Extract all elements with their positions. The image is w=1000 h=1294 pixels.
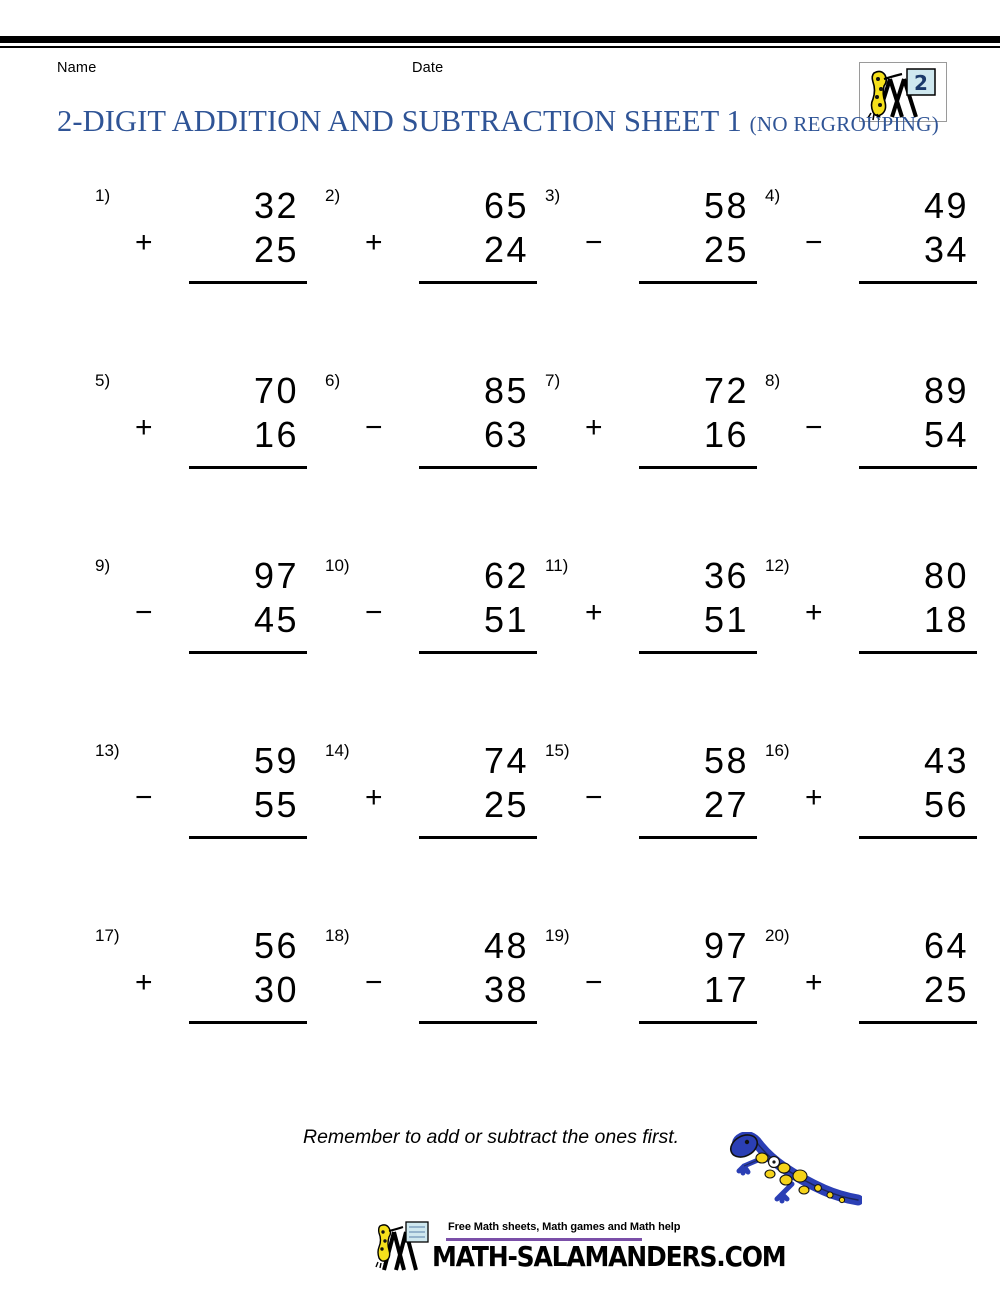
addend-top: 64 [923, 925, 969, 966]
addend-bottom: 38 [483, 969, 529, 1010]
problem-number: 5) [95, 371, 111, 390]
operator-symbol: − [585, 781, 603, 814]
addend-top: 97 [253, 555, 299, 596]
answer-line[interactable] [189, 836, 307, 839]
problem-number: 17) [95, 926, 120, 945]
answer-line[interactable] [189, 651, 307, 654]
problem-6 [325, 371, 537, 491]
problem-row [0, 926, 1000, 1111]
problem-number: 15) [545, 741, 570, 760]
problem-16 [765, 741, 977, 861]
addend-bottom: 34 [923, 229, 969, 270]
addend-top: 59 [253, 740, 299, 781]
problem-number: 12) [765, 556, 790, 575]
answer-line[interactable] [419, 466, 537, 469]
operator-symbol: − [365, 966, 383, 999]
name-date-row [57, 60, 857, 80]
answer-line[interactable] [639, 1021, 757, 1024]
addend-bottom: 16 [703, 414, 749, 455]
addend-bottom: 51 [703, 599, 749, 640]
operator-symbol: + [365, 226, 383, 259]
problem-12 [765, 556, 977, 676]
operator-symbol: + [805, 966, 823, 999]
problem-number: 16) [765, 741, 790, 760]
problem-number: 8) [765, 371, 781, 390]
addend-top: 62 [483, 555, 529, 596]
answer-line[interactable] [419, 281, 537, 284]
addend-bottom: 51 [483, 599, 529, 640]
operator-symbol: − [805, 411, 823, 444]
problem-number: 19) [545, 926, 570, 945]
operator-symbol: + [365, 781, 383, 814]
problem-number: 9) [95, 556, 111, 575]
problem-number: 18) [325, 926, 350, 945]
addend-bottom: 24 [483, 229, 529, 270]
brand-domain: MATH-SALAMANDERS.COM [432, 1240, 786, 1273]
answer-line[interactable] [639, 651, 757, 654]
operator-symbol: − [585, 226, 603, 259]
addend-bottom: 30 [253, 969, 299, 1010]
operator-symbol: + [585, 596, 603, 629]
problem-row [0, 186, 1000, 371]
addend-top: 85 [483, 370, 529, 411]
footer-hint: Remember to add or subtract the ones first. [303, 1126, 680, 1148]
addend-top: 97 [703, 925, 749, 966]
answer-line[interactable] [419, 836, 537, 839]
addend-top: 58 [703, 185, 749, 226]
problem-17 [95, 926, 307, 1046]
answer-line[interactable] [639, 466, 757, 469]
problem-8 [765, 371, 977, 491]
problem-number: 10) [325, 556, 350, 575]
answer-line[interactable] [419, 651, 537, 654]
problem-grid [0, 186, 1000, 1111]
operator-symbol: + [585, 411, 603, 444]
problem-14 [325, 741, 537, 861]
name-label: Name [57, 60, 97, 76]
problem-1 [95, 186, 307, 306]
addend-bottom: 54 [923, 414, 969, 455]
header-rule-thick [0, 36, 1000, 43]
problem-7 [545, 371, 757, 491]
addend-bottom: 25 [923, 969, 969, 1010]
answer-line[interactable] [859, 281, 977, 284]
answer-line[interactable] [859, 836, 977, 839]
problem-18 [325, 926, 537, 1046]
answer-line[interactable] [639, 281, 757, 284]
footer-salamander [722, 1132, 862, 1210]
page-title [57, 104, 940, 144]
problem-5 [95, 371, 307, 491]
addend-top: 74 [483, 740, 529, 781]
answer-line[interactable] [859, 1021, 977, 1024]
page-title-main: 2-DIGIT ADDITION AND SUBTRACTION SHEET 1 [57, 104, 742, 138]
addend-top: 32 [253, 185, 299, 226]
addend-bottom: 25 [703, 229, 749, 270]
problem-number: 13) [95, 741, 120, 760]
addend-top: 56 [253, 925, 299, 966]
site-brand-logo[interactable] [370, 1218, 786, 1274]
problem-number: 6) [325, 371, 341, 390]
problem-number: 2) [325, 186, 341, 205]
answer-line[interactable] [639, 836, 757, 839]
addend-top: 65 [483, 185, 529, 226]
problem-3 [545, 186, 757, 306]
problem-number: 4) [765, 186, 781, 205]
answer-line[interactable] [859, 651, 977, 654]
operator-symbol: − [135, 596, 153, 629]
operator-symbol: + [135, 226, 153, 259]
addend-top: 89 [923, 370, 969, 411]
addend-bottom: 16 [253, 414, 299, 455]
problem-15 [545, 741, 757, 861]
answer-line[interactable] [189, 466, 307, 469]
answer-line[interactable] [859, 466, 977, 469]
operator-symbol: + [135, 411, 153, 444]
addend-top: 80 [923, 555, 969, 596]
problem-4 [765, 186, 977, 306]
header-rule-thin [0, 46, 1000, 48]
addend-top: 58 [703, 740, 749, 781]
addend-top: 43 [923, 740, 969, 781]
problem-number: 7) [545, 371, 561, 390]
problem-number: 3) [545, 186, 561, 205]
problem-9 [95, 556, 307, 676]
problem-number: 20) [765, 926, 790, 945]
brand-mascot [370, 1220, 436, 1272]
problem-row [0, 556, 1000, 741]
problem-row [0, 371, 1000, 556]
problem-number: 11) [545, 556, 569, 575]
addend-bottom: 56 [923, 784, 969, 825]
problem-20 [765, 926, 977, 1046]
addend-bottom: 25 [483, 784, 529, 825]
addend-bottom: 55 [253, 784, 299, 825]
brand-tagline: Free Math sheets, Math games and Math help [448, 1221, 681, 1233]
blue-salamander-icon [722, 1132, 862, 1210]
addend-bottom: 45 [253, 599, 299, 640]
problem-13 [95, 741, 307, 861]
operator-symbol: − [805, 226, 823, 259]
answer-line[interactable] [189, 1021, 307, 1024]
svg-text:2: 2 [914, 71, 928, 95]
problem-11 [545, 556, 757, 676]
answer-line[interactable] [419, 1021, 537, 1024]
operator-symbol: + [135, 966, 153, 999]
operator-symbol: + [805, 781, 823, 814]
addend-top: 70 [253, 370, 299, 411]
date-label: Date [412, 60, 444, 76]
addend-bottom: 27 [703, 784, 749, 825]
problem-19 [545, 926, 757, 1046]
problem-row [0, 741, 1000, 926]
operator-symbol: − [585, 966, 603, 999]
problem-10 [325, 556, 537, 676]
problem-number: 14) [325, 741, 350, 760]
addend-bottom: 63 [483, 414, 529, 455]
answer-line[interactable] [189, 281, 307, 284]
salamander-easel-icon [370, 1220, 436, 1272]
page-title-subtitle: (NO REGROUPING) [749, 112, 940, 136]
problem-2 [325, 186, 537, 306]
addend-bottom: 17 [703, 969, 749, 1010]
operator-symbol: − [365, 411, 383, 444]
addend-top: 49 [923, 185, 969, 226]
addend-bottom: 18 [923, 599, 969, 640]
operator-symbol: − [135, 781, 153, 814]
addend-bottom: 25 [253, 229, 299, 270]
addend-top: 48 [483, 925, 529, 966]
addend-top: 72 [703, 370, 749, 411]
problem-number: 1) [95, 186, 111, 205]
operator-symbol: + [805, 596, 823, 629]
addend-top: 36 [703, 555, 749, 596]
operator-symbol: − [365, 596, 383, 629]
